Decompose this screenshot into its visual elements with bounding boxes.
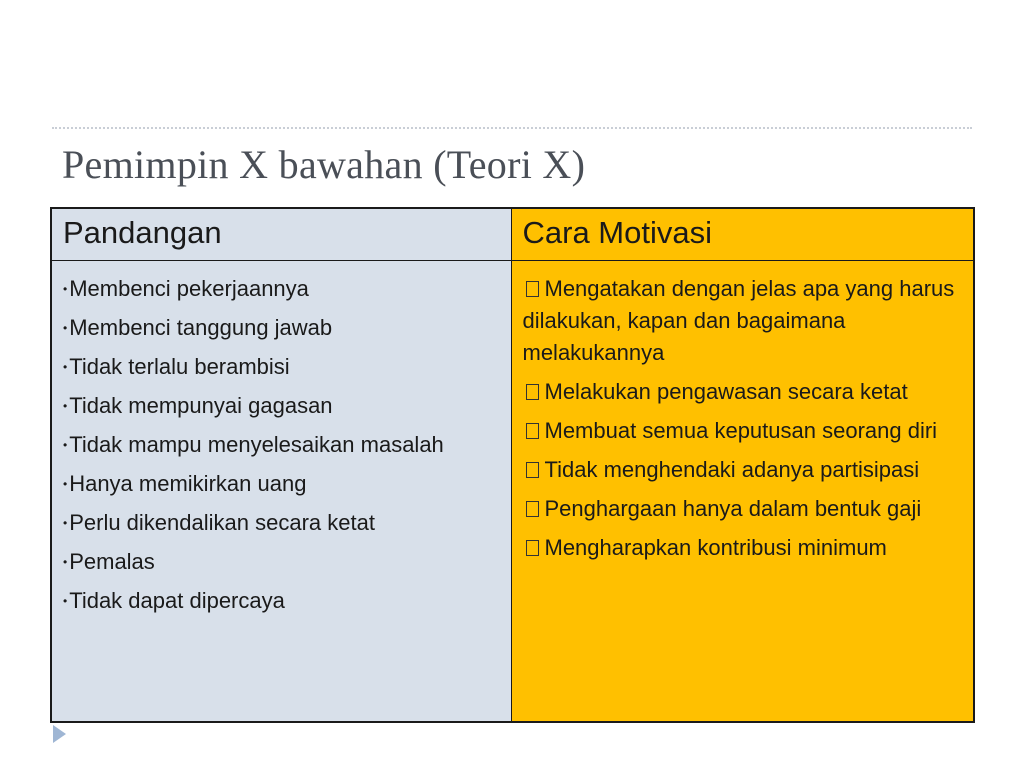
list-item-text: Tidak terlalu berambisi xyxy=(69,353,290,379)
bullet-dot-icon: • xyxy=(63,476,68,491)
list-item-text: Mengatakan dengan jelas apa yang harus dilakukan, kapan dan bagaimana melakukannya xyxy=(522,275,955,365)
list-item-text: Perlu dikendalikan secara ketat xyxy=(69,509,375,535)
cara-motivasi-cell xyxy=(511,260,974,722)
checkbox-glyph-icon xyxy=(526,281,539,297)
list-item-text: Pemalas xyxy=(69,548,155,574)
pandangan-cell xyxy=(51,260,511,722)
list-item-text: Tidak menghendaki adanya partisipasi xyxy=(544,456,920,482)
bullet-dot-icon: • xyxy=(63,593,68,608)
list-item-text: Tidak mempunyai gagasan xyxy=(69,392,333,418)
list-item xyxy=(63,273,501,305)
checkbox-glyph-icon xyxy=(526,540,539,556)
bullet-dot-icon: • xyxy=(63,398,68,413)
title-divider xyxy=(52,127,972,129)
list-item xyxy=(523,532,964,564)
list-item-text: Mengharapkan kontribusi minimum xyxy=(544,534,887,560)
checkbox-glyph-icon xyxy=(526,423,539,439)
header-cara-motivasi: Cara Motivasi xyxy=(511,208,974,260)
checkbox-glyph-icon xyxy=(526,384,539,400)
list-item-text: Tidak mampu menyelesaikan masalah xyxy=(69,431,444,457)
slide-title: Pemimpin X bawahan (Teori X) xyxy=(62,142,586,187)
list-item xyxy=(523,454,964,486)
cara-motivasi-list xyxy=(523,273,964,564)
next-slide-arrow-icon[interactable] xyxy=(53,725,66,743)
list-item-text: Melakukan pengawasan secara ketat xyxy=(544,378,908,404)
checkbox-glyph-icon xyxy=(526,501,539,517)
list-item-text: Tidak dapat dipercaya xyxy=(69,587,285,613)
list-item xyxy=(523,415,964,447)
list-item xyxy=(63,585,501,617)
list-item xyxy=(63,546,501,578)
comparison-table xyxy=(50,207,975,723)
list-item xyxy=(523,273,964,369)
pandangan-list xyxy=(63,273,501,617)
list-item xyxy=(63,507,501,539)
bullet-dot-icon: • xyxy=(63,281,68,296)
bullet-dot-icon: • xyxy=(63,554,68,569)
table-body-row xyxy=(51,260,974,722)
list-item xyxy=(63,390,501,422)
list-item xyxy=(63,351,501,383)
list-item xyxy=(523,493,964,525)
list-item-text: Membenci pekerjaannya xyxy=(69,275,309,301)
bullet-dot-icon: • xyxy=(63,437,68,452)
bullet-dot-icon: • xyxy=(63,320,68,335)
table-header-row xyxy=(51,208,974,260)
list-item-text: Penghargaan hanya dalam bentuk gaji xyxy=(544,495,922,521)
list-item xyxy=(523,376,964,408)
bullet-dot-icon: • xyxy=(63,359,68,374)
checkbox-glyph-icon xyxy=(526,462,539,478)
list-item-text: Membenci tanggung jawab xyxy=(69,314,333,340)
list-item xyxy=(63,429,501,461)
list-item xyxy=(63,468,501,500)
list-item xyxy=(63,312,501,344)
header-pandangan: Pandangan xyxy=(51,208,511,260)
list-item-text: Membuat semua keputusan seorang diri xyxy=(544,417,938,443)
bullet-dot-icon: • xyxy=(63,515,68,530)
list-item-text: Hanya memikirkan uang xyxy=(69,470,307,496)
